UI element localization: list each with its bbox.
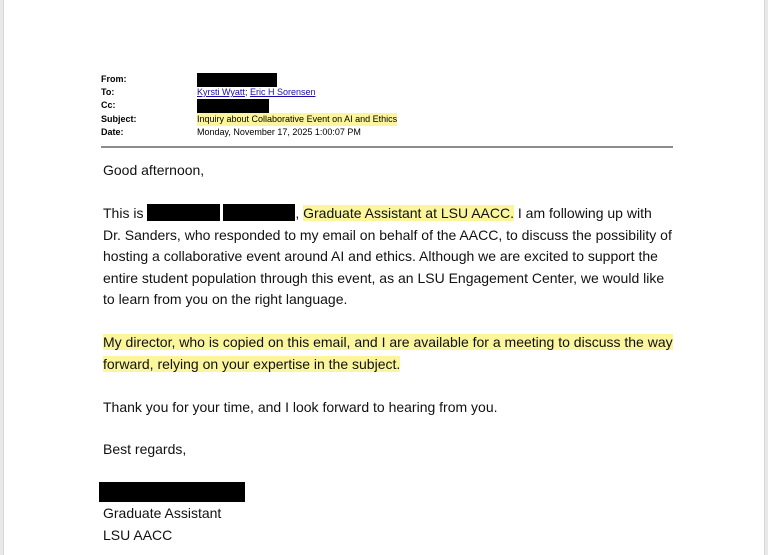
closing-text: Best regards, bbox=[103, 441, 187, 457]
intro-prefix: This is bbox=[103, 205, 148, 221]
signature-org-text: LSU AACC bbox=[103, 527, 173, 543]
paragraph-intro bbox=[103, 203, 673, 311]
paragraph-meeting-wrap bbox=[103, 332, 673, 375]
intro-comma: , bbox=[295, 205, 300, 221]
to-separator: ; bbox=[244, 87, 250, 97]
from-redaction bbox=[197, 73, 277, 87]
paragraph-intro-text bbox=[103, 203, 673, 311]
signature-org bbox=[103, 525, 673, 547]
meeting-highlight-text: My director, who is copied on this email, and I are available for a meeting to discuss the way forward, relying on your expertise in the subject. bbox=[103, 334, 673, 372]
paragraph-thanks bbox=[103, 397, 673, 419]
thanks-text: Thank you for your time, and I look forward to hearing from you. bbox=[103, 399, 498, 415]
sender-last-name-redaction bbox=[223, 204, 295, 221]
cc-redaction bbox=[197, 99, 269, 113]
to-recipient-link-1[interactable]: Kyrsti Wyatt bbox=[197, 87, 245, 97]
subject-label: Subject: bbox=[101, 114, 137, 124]
signature-title bbox=[103, 503, 673, 525]
to-recipient-link-2[interactable]: Eric H Sorensen bbox=[249, 87, 316, 97]
closing bbox=[103, 439, 673, 461]
cc-value bbox=[197, 99, 269, 114]
role-highlight: Graduate Assistant at LSU AACC. bbox=[303, 205, 515, 221]
from-label: From: bbox=[101, 74, 127, 84]
date-value: Monday, November 17, 2025 1:00:07 PM bbox=[197, 127, 361, 137]
signature-title-text: Graduate Assistant bbox=[103, 505, 222, 521]
to-value bbox=[197, 86, 315, 99]
email-page bbox=[3, 0, 765, 555]
header-divider bbox=[101, 146, 673, 148]
paragraph-meeting bbox=[103, 332, 673, 375]
date-label: Date: bbox=[101, 127, 124, 137]
signature-name-redaction bbox=[99, 482, 245, 502]
sender-first-name-redaction bbox=[147, 204, 220, 221]
subject-value: Inquiry about Collaborative Event on AI and Ethics bbox=[197, 114, 398, 124]
cc-label: Cc: bbox=[101, 100, 116, 110]
to-label: To: bbox=[101, 87, 115, 97]
greeting-text: Good afternoon, bbox=[103, 162, 205, 178]
greeting bbox=[103, 160, 673, 182]
intro-rest: I am following up with Dr. Sanders, who responded to my email on behalf of the AACC, to discuss the possibility of hosting a collaborative event around AI and ethics. Although we are excited to support the entire student population through this event, as an LSU Engagement Center, we would like to learn from you on the right language. bbox=[103, 205, 672, 307]
